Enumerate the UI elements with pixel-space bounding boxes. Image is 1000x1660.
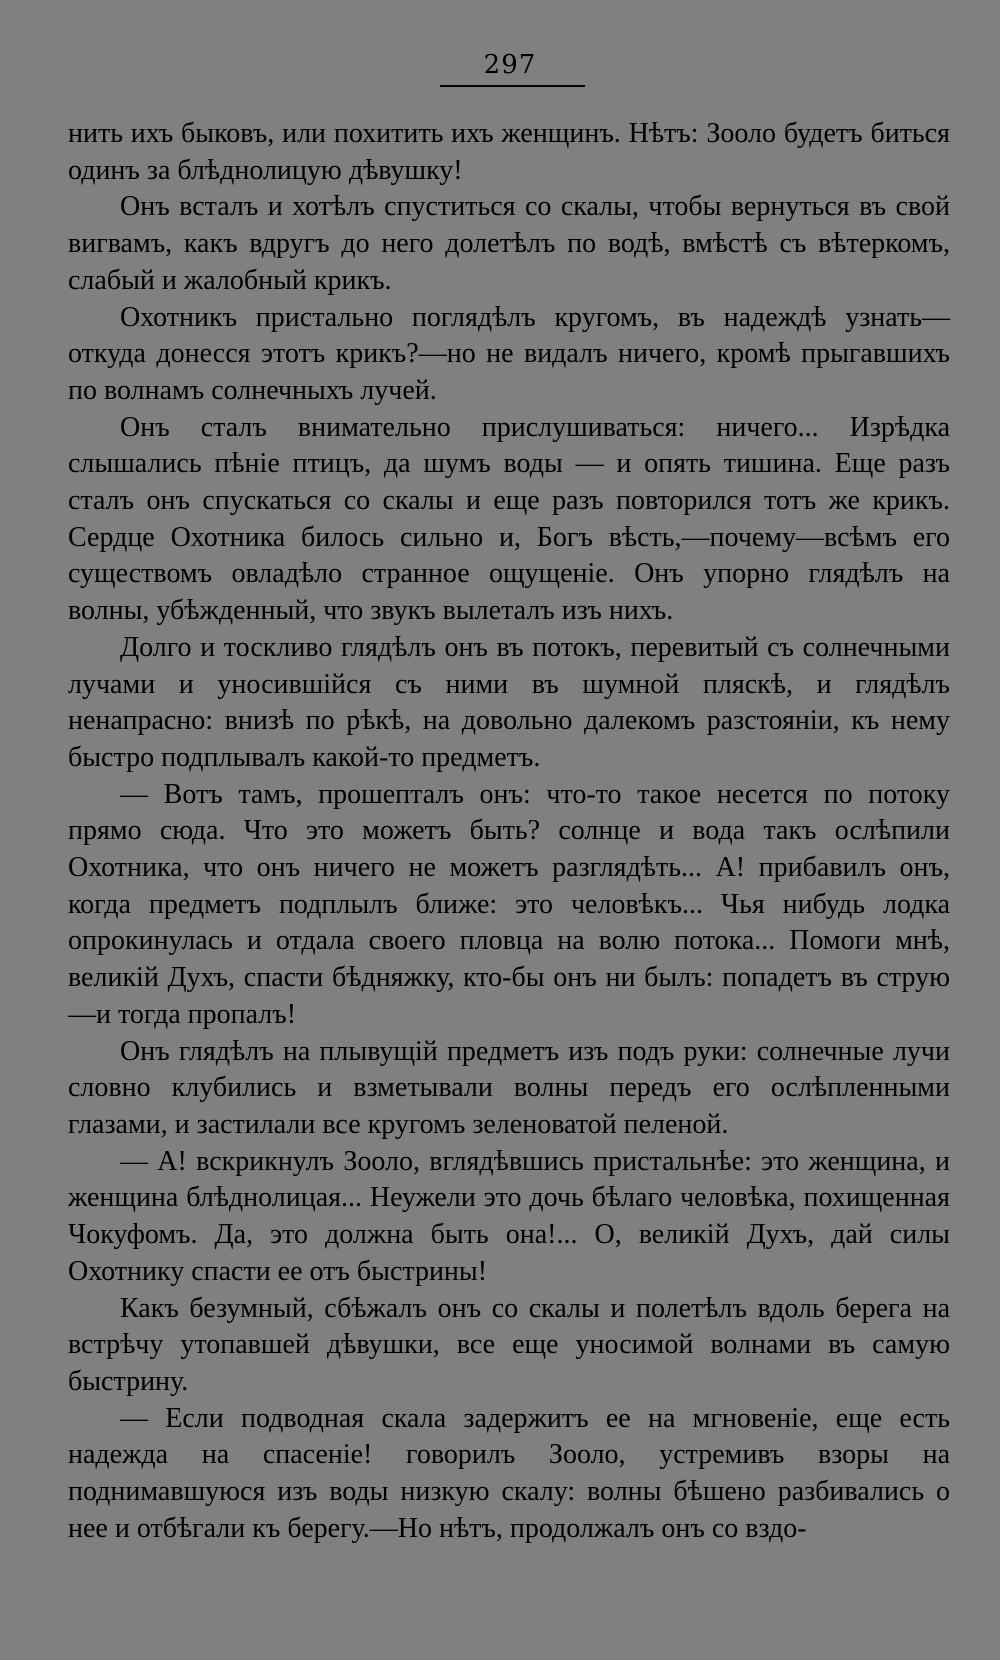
- paragraph: Долго и тоскливо глядѣлъ онъ въ потокъ, перевитый съ солнечными лучами и уносившійся съ ними въ шумной пляскѣ, и глядѣлъ ненапрасно: внизѣ по рѣкѣ, на довольно далекомъ разстояніи, къ нему быстро подплывалъ какой-то предметъ.: [68, 631, 950, 773]
- text-body: [68, 116, 950, 1547]
- page-number: 297: [483, 50, 537, 80]
- header-rule: [440, 85, 585, 87]
- paragraph: Охотникъ пристально поглядѣлъ кругомъ, въ надеждѣ узнать—откуда донесся этотъ крикъ?—но не видалъ ничего, кромѣ прыгавшихъ по волнамъ солнечныхъ лучей.: [68, 301, 950, 406]
- paragraph: Онъ сталъ внимательно прислушиваться: ничего... Изрѣдка слышались пѣніе птицъ, да шумъ воды — и опять тишина. Еще разъ сталъ онъ спускаться со скалы и еще разъ повторился тотъ же крикъ. Сердце Охотника билось сильно и, Богъ вѣсть,—почему—всѣмъ его существомъ овладѣло странное ощущеніе. Онъ упорно глядѣлъ на волны, убѣжденный, что звукъ вылеталъ изъ нихъ.: [68, 411, 950, 627]
- paragraph: — Если подводная скала задержитъ ее на мгновеніе, еще есть надежда на спасеніе! говорилъ Зооло, устремивъ взоры на поднимавшуюся изъ воды низкую скалу: волны бѣшено разбивались о нее и отбѣгали къ берегу.—Но нѣтъ, продолжалъ онъ со вздо-: [68, 1402, 950, 1544]
- paragraph: Онъ всталъ и хотѣлъ спуститься со скалы, чтобы вернуться въ свой вигвамъ, какъ вдругъ до него долетѣлъ по водѣ, вмѣстѣ съ вѣтеркомъ, слабый и жалобный крикъ.: [68, 191, 950, 296]
- paragraph: Онъ глядѣлъ на плывущій предметъ изъ подъ руки: солнечные лучи словно клубились и взметывали волны передъ его ослѣпленными глазами, и застилали все кругомъ зеленоватой пеленой.: [68, 1035, 950, 1140]
- paragraph: — Вотъ тамъ, прошепталъ онъ: что-то такое несется по потоку прямо сюда. Что это можетъ быть? солнце и вода такъ ослѣпили Охотника, что онъ ничего не можетъ разглядѣть... А! прибавилъ онъ, когда предметъ подплылъ ближе: это человѣкъ... Чья нибудь лодка опрокинулась и отдала своего пловца на волю потока... Помоги мнѣ, великій Духъ, спасти бѣдняжку, кто-бы онъ ни былъ: попадетъ въ струю —и тогда пропалъ!: [68, 778, 950, 1030]
- paragraph: нить ихъ быковъ, или похитить ихъ женщинъ. Нѣтъ: Зооло будетъ биться одинъ за блѣднолицую дѣвушку!: [68, 118, 950, 186]
- paragraph: Какъ безумный, сбѣжалъ онъ со скалы и полетѣлъ вдоль берега на встрѣчу утопавшей дѣвушки, все еще уносимой волнами въ самую быстрину.: [68, 1292, 950, 1397]
- paragraph: — А! вскрикнулъ Зооло, вглядѣвшись пристальнѣе: это женщина, и женщина блѣднолицая... Неужели это дочь бѣлаго человѣка, похищенная Чокуфомъ. Да, это должна быть она!... О, великій Духъ, дай силы Охотнику спасти ее отъ быстрины!: [68, 1145, 950, 1287]
